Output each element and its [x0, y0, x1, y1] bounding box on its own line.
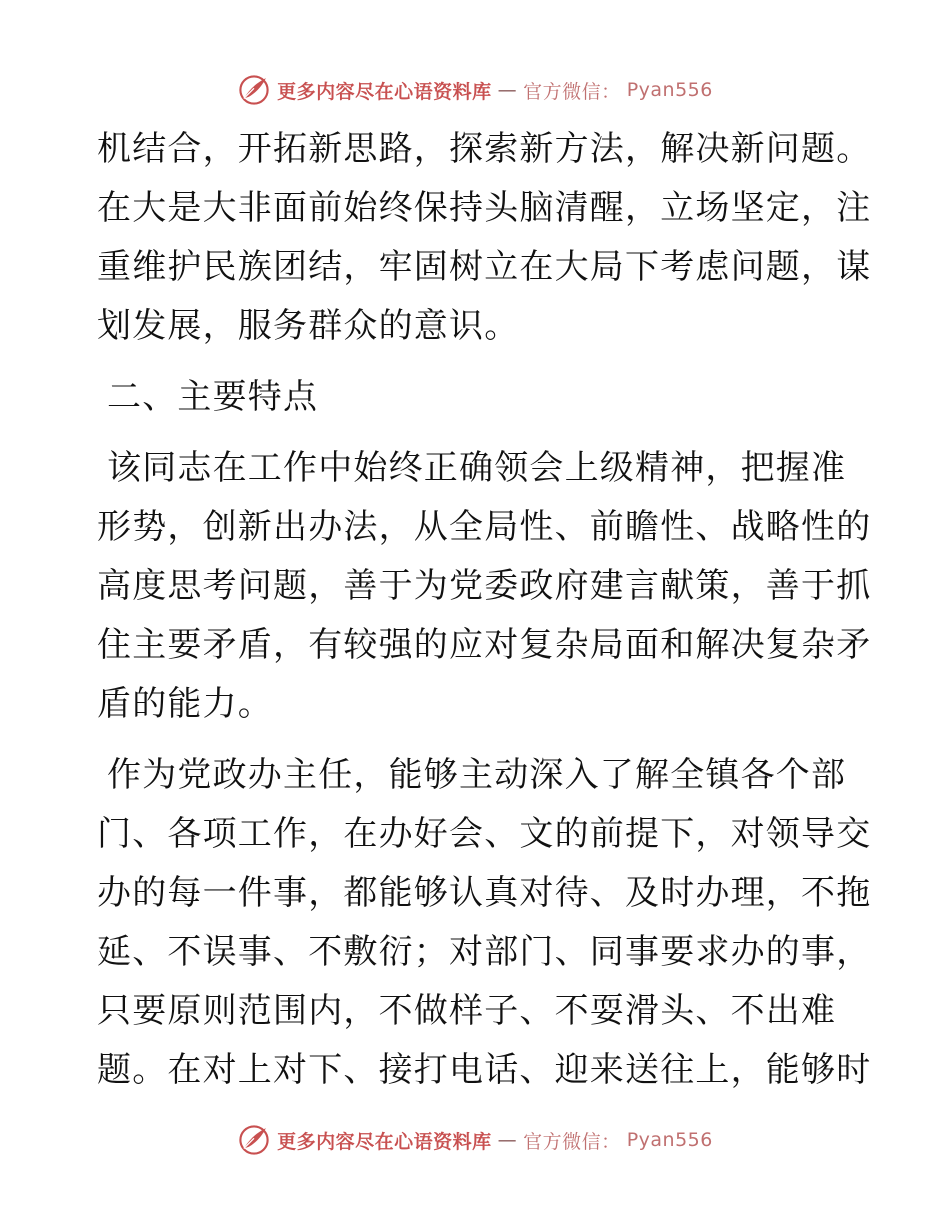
text-line: 盾的能力。: [97, 684, 273, 724]
feather-pen-logo-icon: [237, 73, 271, 107]
text-line: 作为党政办主任，能够主动深入了解全镇各个部: [107, 755, 847, 795]
footer-watermark: [0, 1120, 950, 1160]
watermark-wechat-label: 官方微信：: [523, 80, 621, 103]
watermark-wechat-label: 官方微信：: [523, 1130, 621, 1153]
section-heading: 二、主要特点: [107, 377, 319, 417]
watermark-dash: —: [497, 1129, 518, 1151]
text-line: 只要原则范围内，不做样子、不耍滑头、不出难: [97, 991, 837, 1031]
text-line: 门、各项工作，在办好会、文的前提下，对领导交: [97, 814, 872, 854]
text-line: 重维护民族团结，牢固树立在大局下考虑问题，谋: [97, 247, 872, 287]
feather-pen-logo-icon: [237, 1123, 271, 1157]
watermark-dash: —: [497, 79, 518, 101]
text-line: 在大是大非面前始终保持头脑清醒，立场坚定，注: [97, 188, 872, 228]
paragraph-2: [97, 439, 872, 734]
watermark-account: Pyan556: [626, 1129, 713, 1151]
text-line: 形势，创新出办法，从全局性、前瞻性、战略性的: [97, 507, 872, 547]
watermark-account: Pyan556: [626, 79, 713, 101]
text-line: 机结合，开拓新思路，探索新方法，解决新问题。: [97, 129, 872, 169]
text-line: 延、不误事、不敷衍；对部门、同事要求办的事，: [97, 932, 872, 972]
paragraph-1: [97, 120, 872, 356]
document-body: [97, 120, 872, 1100]
paragraph-3: [97, 746, 872, 1100]
text-line: 该同志在工作中始终正确领会上级精神，把握准: [107, 448, 847, 488]
text-line: 高度思考问题，善于为党委政府建言献策，善于抓: [97, 566, 872, 606]
text-line: 办的每一件事，都能够认真对待、及时办理，不拖: [97, 873, 872, 913]
watermark-site-text: 更多内容尽在心语资料库: [277, 80, 492, 103]
text-line: 住主要矛盾，有较强的应对复杂局面和解决复杂矛: [97, 625, 872, 665]
header-watermark: [0, 70, 950, 110]
text-line: 题。在对上对下、接打电话、迎来送往上，能够时: [97, 1050, 872, 1090]
watermark-site-text: 更多内容尽在心语资料库: [277, 1130, 492, 1153]
text-line: 划发展，服务群众的意识。: [97, 306, 520, 346]
